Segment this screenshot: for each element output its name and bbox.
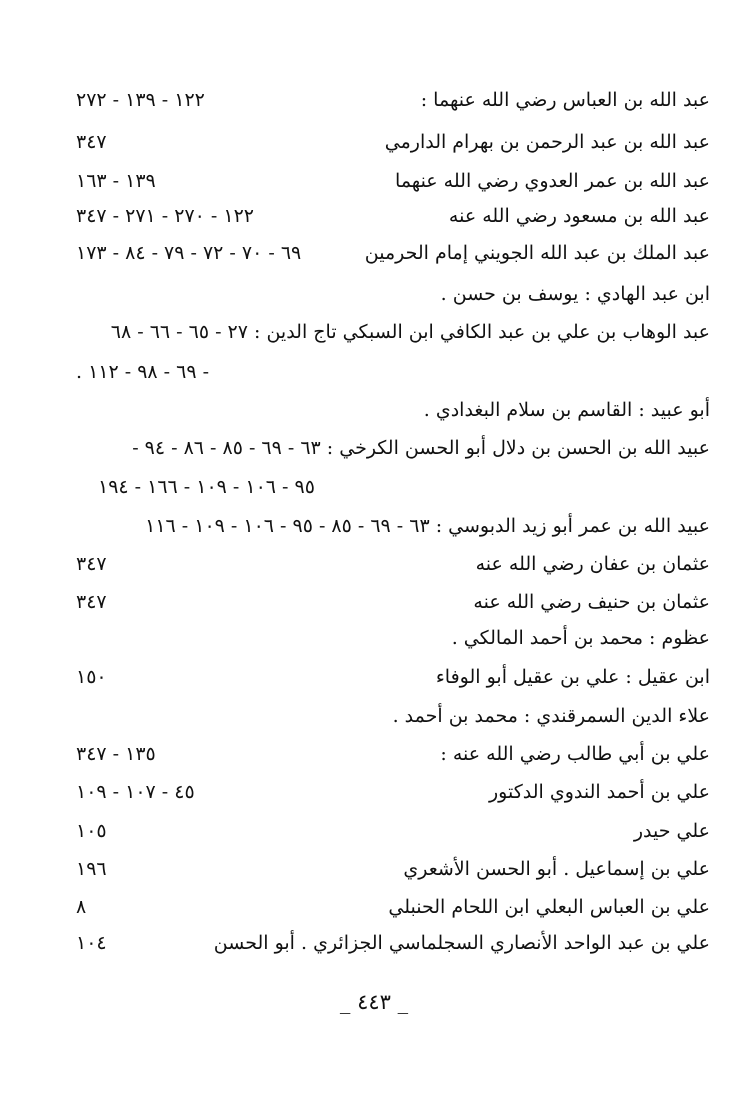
index-entry — [76, 546, 710, 582]
entry-name: علي بن عبد الواحد الأنصاري السجلماسي الجزائري . أبو الحسن — [213, 932, 710, 954]
entry-name: عبد الملك بن عبد الله الجويني إمام الحرمين — [364, 242, 710, 264]
entry-name: علي بن العباس البعلي ابن اللحام الحنبلي — [388, 896, 710, 918]
index-entry — [76, 584, 710, 620]
index-entry — [76, 82, 710, 118]
index-entry — [76, 124, 710, 160]
entry-pages: ١٥٠ — [76, 666, 107, 688]
entry-pages: ١٠٤ — [76, 932, 107, 954]
entry-name: علي بن إسماعيل . أبو الحسن الأشعري — [403, 858, 710, 880]
entry-name: عبيد الله بن الحسن بن دلال أبو الحسن الكرخي : ٦٣ - ٦٩ - ٨٥ - ٨٦ - ٩٤ - — [132, 437, 710, 459]
entry-pages-continuation: ٩٥ - ١٠٦ - ١٠٩ - ١٦٦ - ١٩٤ — [98, 476, 315, 498]
index-entry — [76, 235, 710, 271]
index-entry — [76, 276, 710, 312]
entry-name: ابن عقيل : علي بن عقيل أبو الوفاء — [435, 666, 710, 688]
entry-name: عبد الله بن مسعود رضي الله عنه — [448, 205, 710, 227]
entry-pages: ١٩٦ — [76, 858, 107, 880]
index-entry — [76, 659, 710, 695]
index-entry — [76, 774, 710, 810]
entry-pages: ١٣٩ - ١٦٣ — [76, 170, 156, 192]
index-entry — [76, 925, 710, 961]
entry-pages: ٣٤٧ — [76, 131, 107, 153]
entry-name: أبو عبيد : القاسم بن سلام البغدادي . — [423, 399, 710, 421]
entry-name: عثمان بن عفان رضي الله عنه — [475, 553, 710, 575]
entry-name: عبد الله بن عبد الرحمن بن بهرام الدارمي — [384, 131, 710, 153]
entry-name: علي حيدر — [633, 820, 710, 842]
index-entry-continuation — [76, 469, 710, 505]
entry-name: ابن عبد الهادي : يوسف بن حسن . — [440, 283, 710, 305]
entry-name: عبد الله بن العباس رضي الله عنهما : — [420, 89, 710, 111]
index-entry — [76, 698, 710, 734]
index-entry — [76, 508, 710, 544]
entry-name: عثمان بن حنيف رضي الله عنه — [473, 591, 710, 613]
entry-name: علي بن أبي طالب رضي الله عنه : — [440, 743, 710, 765]
index-entry — [76, 163, 710, 199]
entry-pages-continuation: - ٦٩ - ٩٨ - ١١٢ . — [76, 361, 210, 383]
entry-pages: ٤٥ - ١٠٧ - ١٠٩ — [76, 781, 195, 803]
entry-name: عبد الوهاب بن علي بن عبد الكافي ابن السبكي تاج الدين : ٢٧ - ٦٥ - ٦٦ - ٦٨ — [110, 321, 710, 343]
entry-pages: ٨ — [76, 896, 87, 918]
entry-pages: ٣٤٧ — [76, 591, 107, 613]
entry-pages: ١٢٢ - ١٣٩ - ٢٧٢ — [76, 89, 205, 111]
index-entry — [76, 851, 710, 887]
entry-name: علاء الدين السمرقندي : محمد بن أحمد . — [392, 705, 710, 727]
index-entry — [76, 430, 710, 466]
page-number: _ ٤٤٣ _ — [339, 990, 409, 1014]
entry-pages: ٣٤٧ — [76, 553, 107, 575]
entry-name: عبيد الله بن عمر أبو زيد الدبوسي : ٦٣ - ٦٩ - ٨٥ - ٩٥ - ١٠٦ - ١٠٩ - ١١٦ — [145, 515, 710, 537]
index-entry-continuation — [76, 354, 710, 390]
index-entry — [76, 620, 710, 656]
entry-pages: ١٣٥ - ٣٤٧ — [76, 743, 156, 765]
index-entry — [76, 198, 710, 234]
index-entry — [76, 314, 710, 350]
entry-name: عظوم : محمد بن أحمد المالكي . — [451, 627, 710, 649]
entry-pages: ١٢٢ - ٢٧٠ - ٢٧١ - ٣٤٧ — [76, 205, 254, 227]
entry-pages: ٦٩ - ٧٠ - ٧٢ - ٧٩ - ٨٤ - ١٧٣ — [76, 242, 302, 264]
entry-name: علي بن أحمد الندوي الدكتور — [489, 781, 710, 803]
index-entry — [76, 813, 710, 849]
index-entry — [76, 736, 710, 772]
index-entry — [76, 392, 710, 428]
entry-pages: ١٠٥ — [76, 820, 107, 842]
entry-name: عبد الله بن عمر العدوي رضي الله عنهما — [395, 170, 710, 192]
index-entry — [76, 889, 710, 925]
